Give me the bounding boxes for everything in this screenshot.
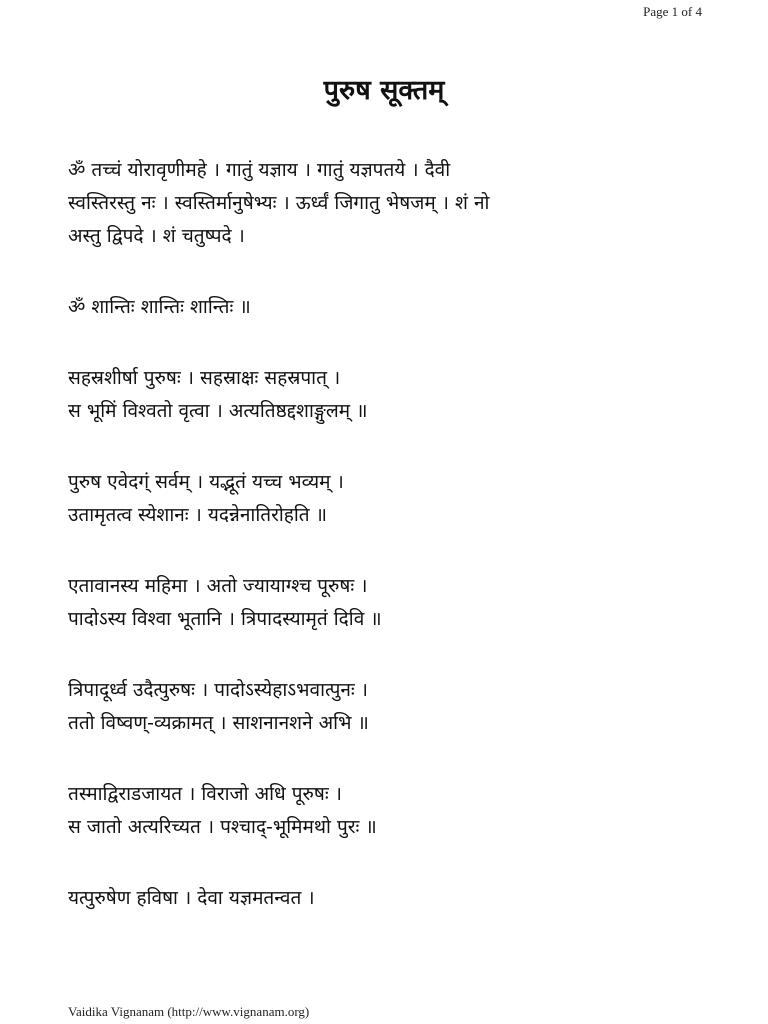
footer-source: Vaidika Vignanam (http://www.vignanam.org) <box>68 1004 310 1019</box>
verse-line: अस्तु द्विपदे । शं चतुष्पदे । <box>68 225 245 247</box>
verse-line: ॐ तच्चं योरावृणीमहे । गातुं यज्ञाय । गातुं यज्ञपतये । दैवी <box>68 159 451 181</box>
verse-line: एतावानस्य महिमा । अतो ज्यायाग्श्च पूरुषः । <box>68 575 368 597</box>
stanza-5 <box>68 570 728 636</box>
stanza-7 <box>68 778 728 844</box>
verse-line: तस्माद्विराडजायत । विराजो अधि पूरुषः । <box>68 783 342 805</box>
verse-line: ॐ शान्तिः शान्तिः शान्तिः ॥ <box>68 296 251 318</box>
page-indicator: Page 1 of 4 <box>643 4 702 19</box>
verse-line: पादोऽस्य विश्वा भूतानि । त्रिपादस्यामृतं दिवि ॥ <box>68 608 382 630</box>
stanza-6 <box>68 674 728 740</box>
stanza-8 <box>68 882 728 915</box>
stanza-4 <box>68 466 728 532</box>
verse-line: स्वस्तिरस्तु नः । स्वस्तिर्मानुषेभ्यः । ऊर्ध्वं जिगातु भेषजम् । शं नो <box>68 192 490 214</box>
stanza-3 <box>68 362 728 428</box>
verse-line: यत्पुरुषेण हविषा । देवा यज्ञमतन्वत । <box>68 887 315 909</box>
verse-line: सहस्रशीर्षा पुरुषः । सहस्राक्षः सहस्रपात् । <box>68 367 341 389</box>
verse-line: स जातो अत्यरिच्यत । पश्चाद्-भूमिमथो पुरः ॥ <box>68 816 377 838</box>
verse-line: उतामृतत्व स्येशानः । यदन्नेनातिरोहति ॥ <box>68 504 328 526</box>
verse-line: पुरुष एवेदग्ं सर्वम् । यद्भूतं यच्च भव्यम् । <box>68 471 344 493</box>
verse-body <box>68 154 728 953</box>
stanza-2 <box>68 291 728 324</box>
stanza-1 <box>68 154 728 253</box>
verse-line: ततो विष्वण्-व्यक्रामत् । साशनानशने अभि ॥ <box>68 712 369 734</box>
verse-line: स भूमिं विश्वतो वृत्वा । अत्यतिष्ठद्दशाङ्गुलम् ॥ <box>68 400 368 422</box>
page-title: पुरुष सूक्तम् <box>323 75 445 106</box>
verse-line: त्रिपादूर्ध्व उदैत्पुरुषः । पादोऽस्येहाऽभवात्पुनः । <box>68 679 368 701</box>
